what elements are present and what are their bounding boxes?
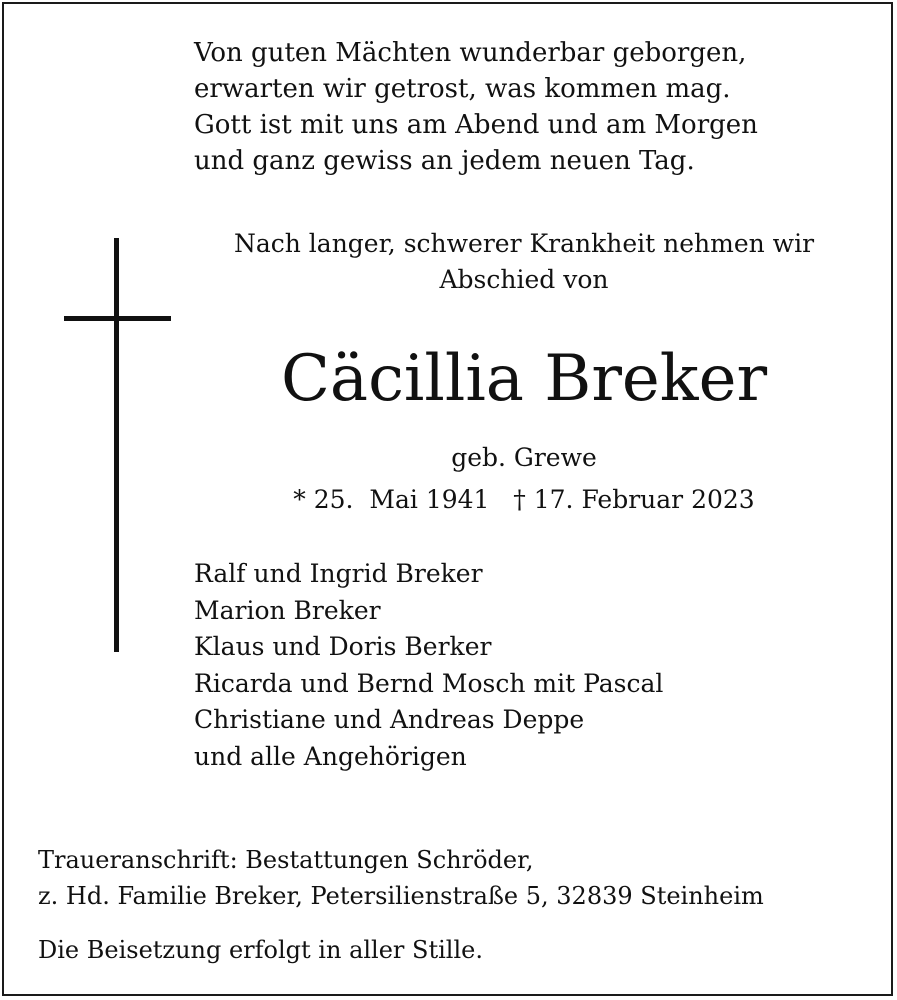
poem-line: und ganz gewiss an jedem neuen Tag. [194, 146, 695, 176]
burial-note: Die Beisetzung erfolgt in aller Stille. [38, 936, 483, 964]
cross-vertical-bar [114, 238, 119, 652]
mourner-line: und alle Angehörigen [194, 741, 467, 771]
address-line: Traueranschrift: Bestattungen Schröder, [38, 846, 534, 874]
mourner-line: Klaus und Doris Berker [194, 632, 492, 661]
mourner-line: Marion Breker [194, 595, 381, 625]
intro-text [164, 226, 884, 298]
mourner-line: Ricarda und Bernd Mosch mit Pascal [194, 668, 664, 698]
maiden-name: geb. Grewe [451, 443, 597, 472]
mourning-address [38, 842, 888, 914]
life-dates: * 25. Mai 1941 † 17. Februar 2023 [293, 485, 755, 514]
mourner-line: Ralf und Ingrid Breker [194, 559, 483, 588]
address-line: z. Hd. Familie Breker, Petersilienstraße 5, 32839 Steinheim [38, 882, 764, 910]
mourners-list [194, 556, 854, 775]
intro-line: Nach langer, schwerer Krankheit nehmen wir [233, 229, 815, 258]
deceased-name: Cäcillia Breker [280, 342, 768, 416]
obituary-frame [2, 2, 893, 996]
poem-line: erwarten wir getrost, was kommen mag. [194, 74, 731, 104]
poem-line: Gott ist mit uns am Abend und am Morgen [194, 110, 758, 140]
latin-cross-icon [64, 238, 171, 652]
poem-verse [194, 35, 874, 179]
mourner-line: Christiane und Andreas Deppe [194, 705, 585, 734]
poem-line: Von guten Mächten wunderbar geborgen, [194, 38, 747, 68]
intro-line: Abschied von [439, 265, 609, 294]
cross-horizontal-bar [64, 316, 171, 321]
